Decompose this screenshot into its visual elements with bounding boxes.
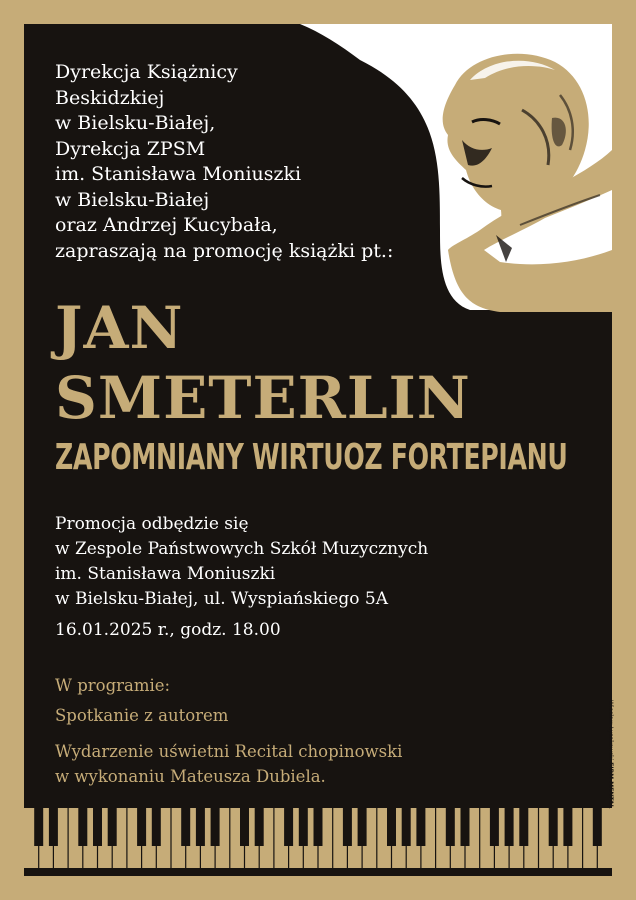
venue-line: w Zespole Państwowych Szkół Muzycznych bbox=[55, 539, 429, 559]
credit-brand: FIRM MENTAL bbox=[607, 762, 614, 809]
black-key bbox=[387, 808, 396, 846]
intro-line: zapraszają na promocję książki pt.: bbox=[55, 239, 394, 262]
black-key bbox=[563, 808, 572, 846]
black-key bbox=[181, 808, 190, 846]
venue-line: Promocja odbędzie się bbox=[55, 514, 249, 534]
event-date: 16.01.2025 r., godz. 18.00 bbox=[55, 620, 281, 640]
book-title-line-2: SMETERLIN bbox=[55, 364, 471, 432]
black-key bbox=[211, 808, 220, 846]
intro-line: w Bielsku-Białej, bbox=[55, 112, 216, 134]
black-key bbox=[314, 808, 323, 846]
intro-line: w Bielsku-Białej bbox=[55, 188, 210, 211]
credit-name: Wiesław Łysakowski bbox=[607, 700, 614, 761]
program-item-line: w wykonaniu Mateusza Dubiela. bbox=[55, 767, 326, 786]
intro-line: Dyrekcja ZPSM bbox=[55, 137, 206, 160]
black-key bbox=[137, 808, 146, 846]
intro-line: Dyrekcja Książnicy bbox=[55, 61, 238, 83]
black-key bbox=[93, 808, 102, 846]
black-key bbox=[505, 808, 514, 846]
organizers-text bbox=[55, 60, 393, 264]
black-key bbox=[446, 808, 455, 846]
black-key bbox=[299, 808, 308, 846]
black-key bbox=[284, 808, 293, 846]
intro-line: im. Stanisława Moniuszki bbox=[55, 163, 302, 185]
black-key bbox=[49, 808, 58, 846]
black-key bbox=[490, 808, 499, 846]
book-title-line-1: JAN bbox=[55, 294, 184, 362]
program-heading: W programie: bbox=[55, 676, 171, 695]
book-subtitle: ZAPOMNIANY WIRTUOZ FORTEPIANU bbox=[55, 437, 568, 478]
black-key bbox=[461, 808, 470, 846]
program-item-line: Wydarzenie uświetni Recital chopinowski bbox=[55, 742, 403, 761]
black-key bbox=[402, 808, 411, 846]
black-key bbox=[152, 808, 161, 846]
intro-line: oraz Andrzej Kucybała, bbox=[55, 214, 278, 236]
black-key bbox=[34, 808, 43, 846]
black-key bbox=[593, 808, 602, 846]
black-key bbox=[196, 808, 205, 846]
black-key bbox=[416, 808, 425, 846]
black-key bbox=[343, 808, 352, 846]
program-item-recital bbox=[55, 739, 402, 789]
black-key bbox=[519, 808, 528, 846]
black-key bbox=[549, 808, 558, 846]
piano-keyboard bbox=[24, 808, 612, 876]
black-key bbox=[358, 808, 367, 846]
black-key bbox=[240, 808, 249, 846]
black-key bbox=[78, 808, 87, 846]
designer-credit bbox=[602, 700, 614, 820]
black-key bbox=[255, 808, 264, 846]
venue-line: im. Stanisława Moniuszki bbox=[55, 564, 276, 584]
venue-line: w Bielsku-Białej, ul. Wyspiańskiego 5A bbox=[55, 589, 388, 609]
venue-text bbox=[55, 512, 428, 612]
program-item-meeting: Spotkanie z autorem bbox=[55, 706, 229, 725]
black-key bbox=[108, 808, 117, 846]
intro-line: Beskidzkiej bbox=[55, 86, 165, 109]
keyboard-bottom-edge bbox=[24, 868, 612, 876]
